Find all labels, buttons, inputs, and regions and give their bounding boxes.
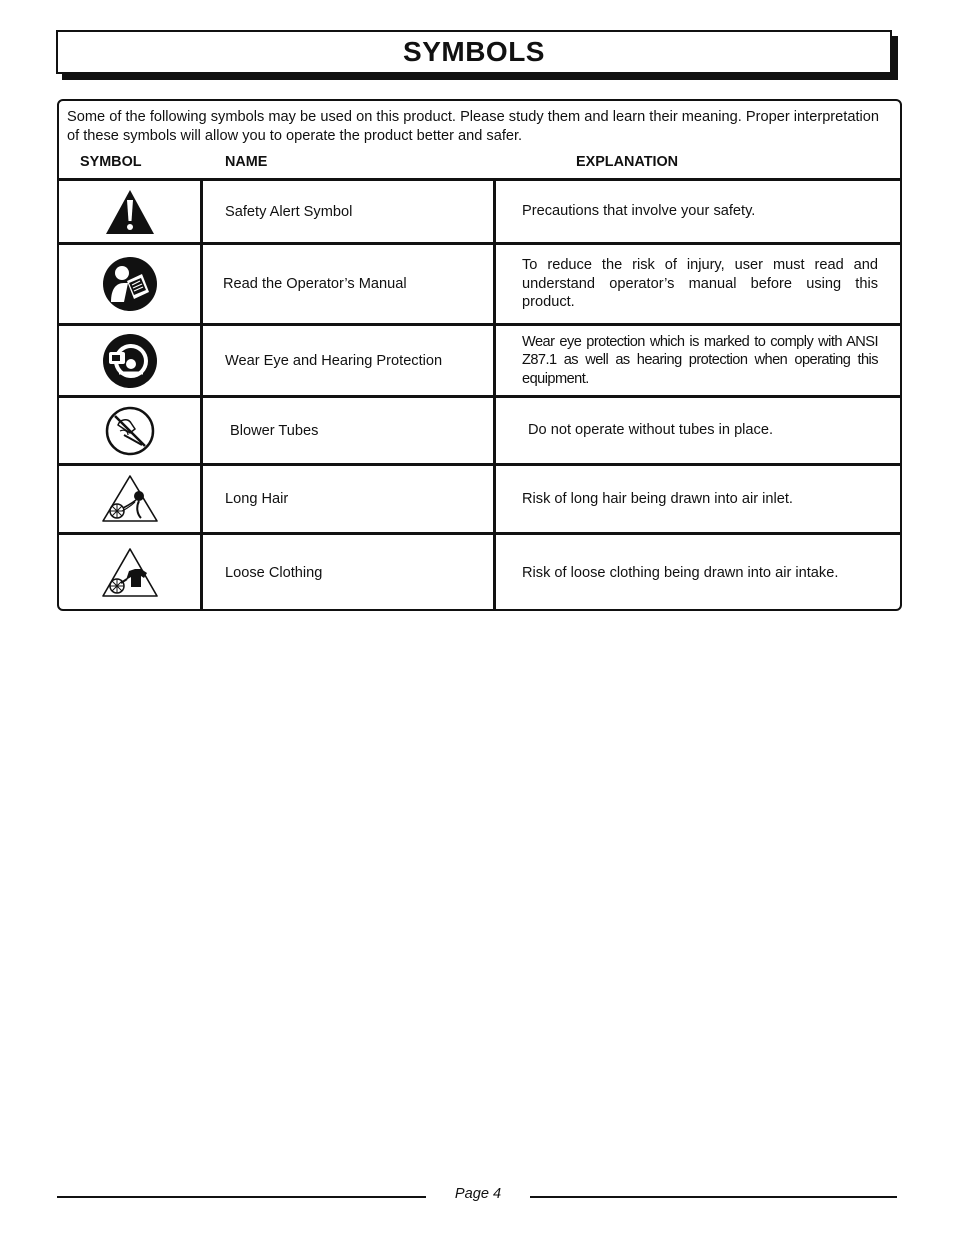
- page-title: SYMBOLS: [403, 36, 545, 67]
- symbol-cell: [59, 466, 200, 532]
- column-header-name: NAME: [225, 154, 268, 170]
- symbol-name: Wear Eye and Hearing Protection: [225, 352, 443, 369]
- column-header-symbol: SYMBOL: [80, 154, 142, 170]
- footer-rule-right: [530, 1196, 897, 1198]
- symbol-cell: [59, 326, 200, 395]
- symbol-explanation: Risk of loose clothing being drawn into air intake.: [522, 564, 839, 581]
- symbol-explanation: Wear eye protection which is marked to comply with ANSI Z87.1 as well as hearing protection when operating this equipment.: [522, 333, 878, 387]
- safety-alert-icon: [104, 188, 156, 236]
- table-row: [59, 535, 900, 611]
- read-manual-icon: [102, 256, 158, 312]
- symbol-cell: [59, 535, 200, 611]
- symbol-explanation: To reduce the risk of injury, user must read and understand operator’s manual before using this product.: [522, 257, 878, 311]
- page-number: Page 4: [454, 1186, 502, 1202]
- symbol-name: Blower Tubes: [230, 422, 319, 439]
- footer-rule-left: [57, 1196, 426, 1198]
- long-hair-icon: [101, 474, 159, 524]
- symbol-cell: [59, 398, 200, 463]
- table-row: [59, 181, 900, 242]
- symbol-explanation: Do not operate without tubes in place.: [528, 422, 774, 439]
- table-row: [59, 398, 900, 463]
- symbol-explanation: Risk of long hair being drawn into air inlet.: [522, 490, 793, 507]
- symbol-cell: [59, 245, 200, 323]
- column-header-explanation: EXPLANATION: [576, 154, 679, 170]
- title-banner: [56, 30, 892, 74]
- table-row: [59, 245, 900, 323]
- symbol-name: Safety Alert Symbol: [225, 203, 353, 220]
- table-row: [59, 326, 900, 395]
- symbol-explanation: Precautions that involve your safety.: [522, 203, 756, 220]
- symbol-name: Read the Operator’s Manual: [223, 276, 407, 292]
- table-row: [59, 466, 900, 532]
- intro-text: Some of the following symbols may be used on this product. Please study them and learn their meaning. Proper interpretation of these symbols will allow you to operate the product better and safer.: [67, 109, 879, 144]
- symbol-name: Loose Clothing: [225, 565, 323, 581]
- loose-clothing-icon: [101, 547, 159, 599]
- symbol-cell: [59, 181, 200, 242]
- symbol-name: Long Hair: [225, 491, 289, 507]
- symbols-table: [57, 99, 902, 611]
- eye-hearing-protection-icon: [102, 333, 158, 389]
- blower-tubes-icon: [104, 405, 156, 457]
